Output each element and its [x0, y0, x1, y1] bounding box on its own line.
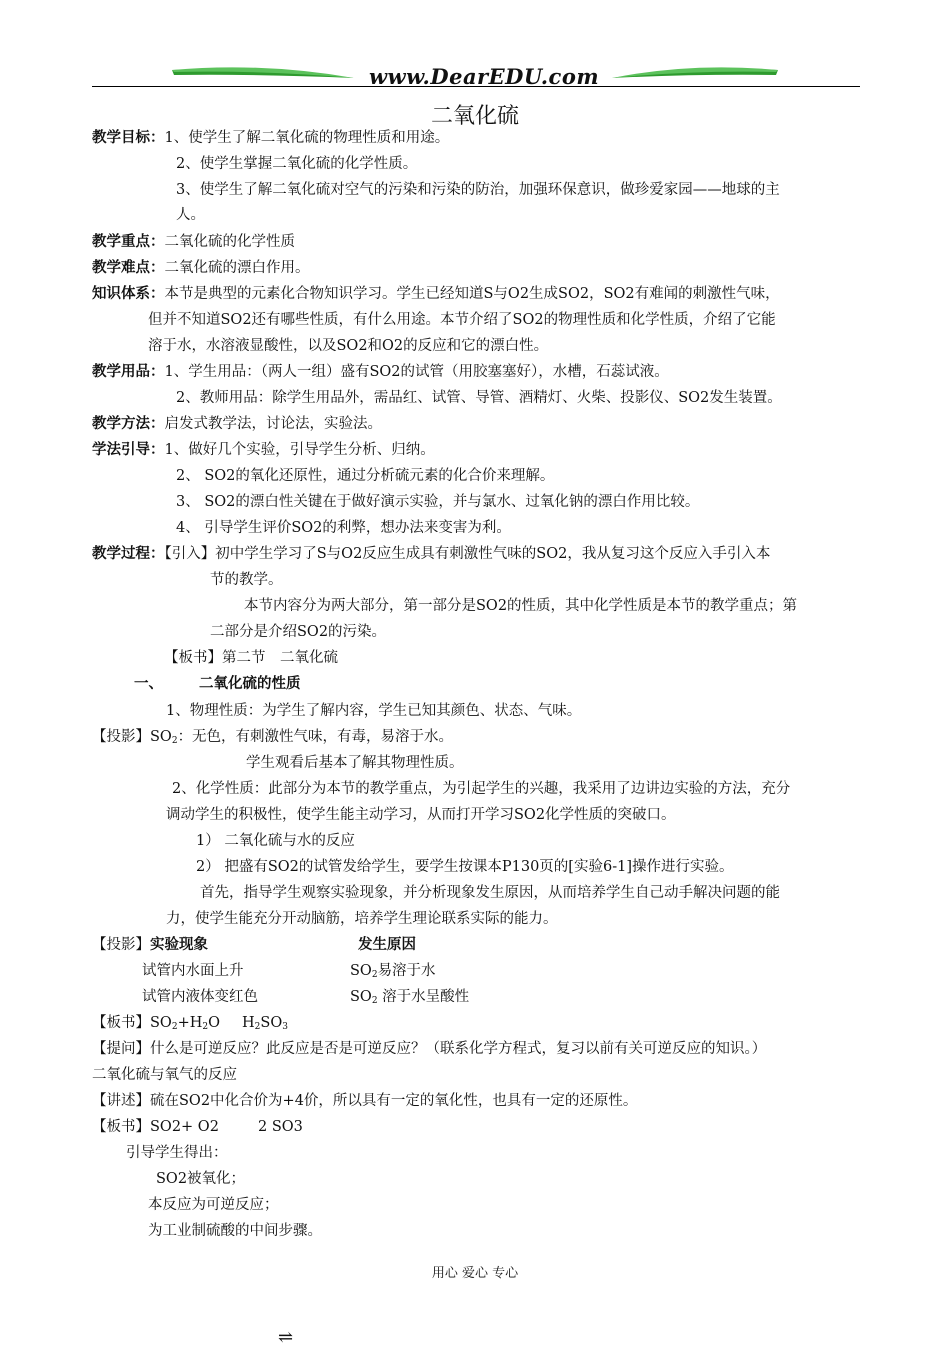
physical-properties: 1、物理性质：为学生了解内容，学生已知其颜色、状态、气味。	[166, 703, 582, 719]
experiment-header	[92, 935, 208, 955]
formula: O	[208, 1015, 220, 1031]
knowledge-text: 溶于水，水溶液显酸性，以及SO2和O2的反应和它的漂白性。	[148, 338, 549, 354]
reaction-item-2: 2） 把盛有SO2的试管发给学生，要学生按课本P130页的[实验6-1]操作进行实验。	[196, 859, 734, 875]
first-guidance: 首先，指导学生观察实验现象，并分析现象发生原因，从而培养学生自己动手解决问题的能	[200, 885, 780, 901]
projection-tag: 【投影】	[92, 937, 150, 953]
chemical-properties: 2、化学性质：此部分为本节的教学重点，为引起学生的兴趣，我采用了边讲边实验的方法，充分	[172, 781, 791, 797]
goal-item: 人。	[176, 207, 205, 223]
first-guidance: 力，使学生能充分开动脑筋，培养学生理论联系实际的能力。	[166, 911, 558, 927]
formula: H	[242, 1015, 255, 1031]
question-text: 什么是可逆反应？此反应是否是可逆反应？（联系化学方程式，复习以前有关可逆反应的知识。）	[150, 1041, 767, 1057]
board-text: 第二节 二氧化硫	[222, 650, 338, 666]
projection-formula-sub: 2	[171, 736, 178, 746]
process-line-1	[92, 544, 770, 564]
formula-sub: 2	[202, 1022, 209, 1032]
reversible-arrow-symbol: ⇌	[278, 1327, 294, 1348]
goal-item: 1、使学生了解二氧化硫的物理性质和用途。	[164, 130, 450, 146]
guidance-item: 4、 引导学生评价SO2的利弊，想办法来变害为利。	[176, 520, 511, 536]
lecture-tag: 【讲述】	[92, 1093, 150, 1109]
logo-text: www.DearEDU.com	[368, 64, 600, 89]
guidance-line-1	[92, 440, 435, 460]
difficulty-label: 教学难点：	[92, 260, 165, 276]
conclusion-item: 为工业制硫酸的中间步骤。	[148, 1223, 322, 1239]
key-point-label: 教学重点：	[92, 234, 165, 250]
key-point	[92, 232, 295, 252]
reason-cell	[350, 961, 436, 985]
supply-item: 2、教师用品：除学生用品外，需品红、试管、导管、酒精灯、火柴、投影仪、SO2发生装置。	[176, 390, 782, 406]
projection-text: ：无色，有刺激性气味，有毒，易溶于水。	[177, 729, 454, 745]
reason-text: 易溶于水	[377, 963, 436, 979]
conclusion-item: 本反应为可逆反应；	[148, 1197, 279, 1213]
projection-line-1	[92, 727, 453, 751]
formula: +H	[177, 1015, 203, 1031]
goal-item: 3、使学生了解二氧化硫对空气的污染和污染的防治，加强环保意识，做珍爱家园——地球的主	[176, 182, 780, 198]
lecture-text: 硫在SO2中化合价为+4价，所以具有一定的氧化性，也具有一定的还原性。	[150, 1093, 638, 1109]
question-line	[92, 1039, 766, 1059]
formula-sub: 2	[371, 970, 378, 980]
lecture-line	[92, 1091, 637, 1111]
section-overview: 本节内容分为两大部分，第一部分是SO2的性质，其中化学性质是本节的教学重点；第	[244, 598, 798, 614]
method	[92, 414, 382, 434]
phenomenon-cell: 试管内水面上升	[142, 963, 244, 979]
goals-label: 教学目标：	[92, 130, 165, 146]
difficulty-text: 二氧化硫的漂白作用。	[164, 260, 310, 276]
supplies-line-1	[92, 362, 669, 382]
formula: SO	[260, 1015, 283, 1031]
formula-sub: 2	[171, 1022, 178, 1032]
header-rule	[92, 86, 860, 87]
process-label: 教学过程：	[92, 546, 165, 562]
formula-sub: 2	[371, 996, 378, 1006]
projection-formula: SO	[150, 729, 172, 745]
equation-right: 2 SO3	[258, 1119, 303, 1135]
section-title: 二氧化硫的性质	[199, 676, 301, 692]
section-number: 一、	[134, 676, 163, 692]
guidance-label: 学法引导：	[92, 442, 165, 458]
knowledge-text: 本节是典型的元素化合物知识学习。学生已经知道S与O2生成SO2，SO2有难闻的刺激性气味，	[164, 286, 780, 302]
board-tag: 【板书】	[92, 1015, 150, 1031]
formula-sub: 3	[282, 1022, 288, 1032]
chemical-properties: 调动学生的积极性，使学生能主动学习，从而打开学习SO2化学性质的突破口。	[166, 807, 676, 823]
section-heading	[134, 674, 301, 694]
supplies-label: 教学用品：	[92, 364, 165, 380]
reaction-item-1: 1） 二氧化硫与水的反应	[196, 833, 355, 849]
goal-item: 2、使学生掌握二氧化硫的化学性质。	[176, 156, 418, 172]
method-text: 启发式教学法，讨论法，实验法。	[164, 416, 382, 432]
col-phenomenon: 实验现象	[150, 937, 208, 953]
equation-left: SO2+ O2	[150, 1119, 219, 1135]
formula: SO	[350, 963, 372, 979]
reason-cell	[350, 987, 469, 1011]
oxygen-reaction-heading: 二氧化硫与氧气的反应	[92, 1067, 237, 1083]
intro-text: 初中学生学习了S与O2反应生成具有刺激性气味的SO2，我从复习这个反应入手引入本	[215, 546, 771, 562]
guidance-item: 1、做好几个实验，引导学生分析、归纳。	[164, 442, 435, 458]
col-reason: 发生原因	[358, 937, 416, 953]
board-equation-1	[92, 1013, 220, 1037]
board-line-1	[164, 648, 338, 668]
goals-line-1	[92, 128, 449, 148]
key-point-text: 二氧化硫的化学性质	[164, 234, 295, 250]
board-equation-2	[92, 1117, 219, 1137]
page-title: 二氧化硫	[430, 104, 519, 129]
knowledge-text: 但并不知道SO2还有哪些性质，有什么用途。本节介绍了SO2的物理性质和化学性质，介绍了它能	[148, 312, 776, 328]
method-label: 教学方法：	[92, 416, 165, 432]
board-tag: 【板书】	[164, 650, 222, 666]
formula-sub: 2	[254, 1022, 261, 1032]
conclusion-item: SO2被氧化；	[156, 1171, 246, 1187]
section-overview: 二部分是介绍SO2的污染。	[210, 624, 387, 640]
formula: SO	[150, 1015, 172, 1031]
guidance-item: 2、 SO2的氧化还原性，通过分析硫元素的化合价来理解。	[176, 468, 555, 484]
knowledge-label: 知识体系：	[92, 286, 165, 302]
board-equation-product	[242, 1013, 288, 1037]
phenomenon-cell: 试管内液体变红色	[142, 989, 258, 1005]
reason-text: 溶于水呈酸性	[377, 989, 470, 1005]
difficulty	[92, 258, 310, 278]
guidance-item: 3、 SO2的漂白性关键在于做好演示实验，并与氯水、过氧化钠的漂白作用比较。	[176, 494, 700, 510]
supply-item: 1、学生用品：（两人一组）盛有SO2的试管（用胶塞塞好），水槽，石蕊试液。	[164, 364, 669, 380]
formula: SO	[350, 989, 372, 1005]
observe-text: 学生观看后基本了解其物理性质。	[246, 755, 464, 771]
conclusion-intro: 引导学生得出：	[126, 1145, 228, 1161]
knowledge-line-1	[92, 284, 780, 304]
intro-text: 节的教学。	[210, 572, 283, 588]
footer: 用心 爱心 专心	[431, 1266, 519, 1281]
intro-tag: 【引入】	[164, 546, 216, 562]
board-tag: 【板书】	[92, 1119, 150, 1135]
question-tag: 【提问】	[92, 1041, 150, 1057]
projection-tag: 【投影】	[92, 729, 150, 745]
